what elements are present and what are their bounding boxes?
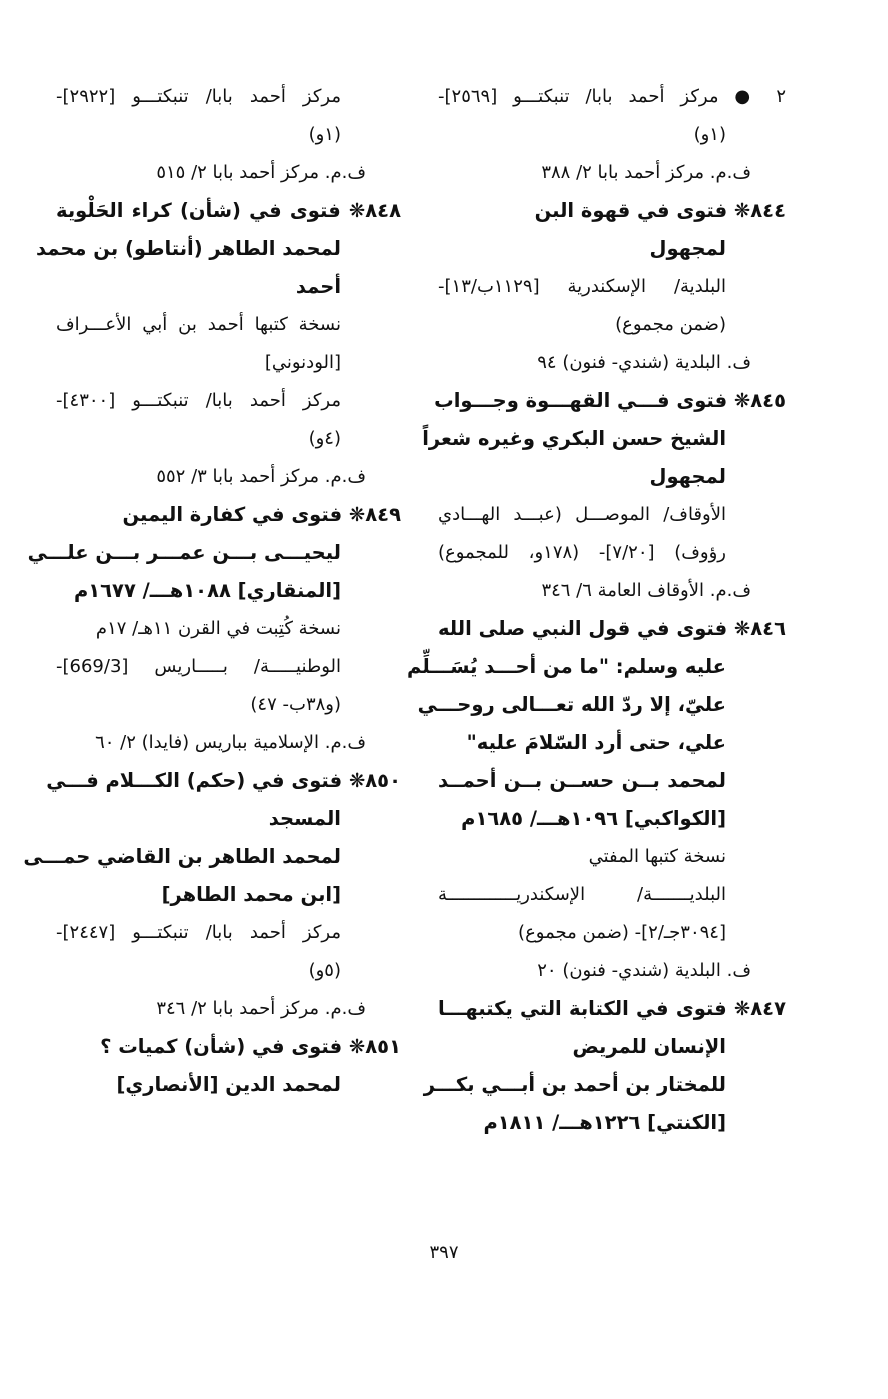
entry-author: لمجهول bbox=[649, 465, 726, 488]
text-line: الأوقاف/ الموصـــل (عبـــد الهـــادي bbox=[438, 504, 726, 525]
text-line: الوطنيـــــة/ بـــــاريس [669/3]- bbox=[56, 656, 341, 677]
entry-heading: ٨٤٤❋ فتوى في قهوة البن bbox=[534, 199, 786, 222]
entry-author: لمحمد بــن حســن بــن أحمــد bbox=[438, 769, 726, 792]
entry-heading-continued: علي، حتى أرد السّلامَ عليه" bbox=[466, 731, 726, 754]
text-line: ف.م. الأوقاف العامة ٦/ ٣٤٦ bbox=[541, 580, 751, 601]
text-line: ف.م. مركز أحمد بابا ٢/ ٥١٥ bbox=[156, 162, 366, 183]
text-line: نسخة كتبها أحمد بن أبي الأعـــراف bbox=[56, 314, 341, 335]
entry-heading-continued: الإنسان للمريض bbox=[572, 1035, 726, 1058]
entry-author-continued: [ابن محمد الطاهر] bbox=[161, 883, 341, 906]
entry-author: لمجهول bbox=[649, 237, 726, 260]
entry-heading-continued: المسجد bbox=[268, 807, 341, 830]
entry-author: لمحمد الطاهر (أنتاطو) بن محمد bbox=[36, 237, 341, 260]
text-line: ٢ ● مركز أحمد بابا/ تنبكتـــو [٢٥٦٩]- bbox=[438, 86, 786, 107]
entry-heading: ٨٥٠❋ فتوى في (حكم) الكـــلام فـــي bbox=[46, 769, 401, 792]
text-line: (١و) bbox=[693, 124, 726, 145]
text-line: (٤و) bbox=[308, 428, 341, 449]
text-line: (١و) bbox=[308, 124, 341, 145]
entry-heading: ٨٤٧❋ فتوى في الكتابة التي يكتبهـــا bbox=[438, 997, 786, 1020]
entry-author: ليحيـــى بـــن عمـــر بـــن علـــي bbox=[27, 541, 341, 564]
text-line: [الودنوني] bbox=[264, 352, 341, 373]
entry-author-continued: [المنقاري] ١٠٨٨هـــ/ ١٦٧٧م bbox=[73, 579, 341, 602]
text-line: البلديـــــــة/ الإسكندريـــــــــــــة bbox=[438, 884, 726, 905]
text-line: ف.م. مركز أحمد بابا ٢/ ٣٨٨ bbox=[541, 162, 751, 183]
entry-author-continued: [الكنتي] ١٢٢٦هـــ/ ١٨١١م bbox=[483, 1111, 726, 1134]
text-line: نسخة كتبها المفتي bbox=[588, 846, 726, 867]
text-line: ف.م. الإسلامية بباريس (فايدا) ٢/ ٦٠ bbox=[95, 732, 366, 753]
entry-heading: ٨٤٥❋ فتوى فـــي القهـــوة وجـــواب bbox=[434, 389, 786, 412]
text-line: مركز أحمد بابا/ تنبكتـــو [٢٩٢٢]- bbox=[56, 86, 341, 107]
entry-heading-continued: الشيخ حسن البكري وغيره شعراً bbox=[422, 427, 726, 450]
entry-heading: ٨٤٦❋ فتوى في قول النبي صلى الله bbox=[437, 617, 786, 640]
text-line: (و٣٨ب- ٤٧) bbox=[250, 694, 341, 715]
text-line: رؤوف) [٧/٢٠]- (١٧٨و، للمجموع) bbox=[438, 542, 726, 563]
text-line: (٥و) bbox=[308, 960, 341, 981]
entry-heading-continued: عليه وسلم: "ما من أحـــد يُسَـــلِّم bbox=[407, 655, 726, 678]
left-column bbox=[23, 78, 401, 1104]
text-line: ف. البلدية (شندي- فنون) ٢٠ bbox=[537, 960, 751, 981]
text-line: نسخة كُتِبت في القرن ١١هـ/ ١٧م bbox=[95, 618, 341, 639]
text-line: مركز أحمد بابا/ تنبكتـــو [٤٣٠٠]- bbox=[56, 390, 341, 411]
page-number: ٣٩٧ bbox=[429, 1242, 459, 1263]
entry-heading: ٨٤٨❋ فتوى في (شأن) كراء الحَلْوية bbox=[56, 199, 401, 222]
text-line: ف.م. مركز أحمد بابا ٣/ ٥٥٢ bbox=[156, 466, 366, 487]
entry-heading-continued: عليّ، إلا ردّ الله تعـــالى روحـــي bbox=[417, 693, 726, 716]
entry-author-continued: [الكواكبي] ١٠٩٦هـــ/ ١٦٨٥م bbox=[461, 807, 726, 830]
right-column bbox=[407, 78, 786, 1142]
entry-heading: ٨٥١❋ فتوى في (شأن) كميات ؟ bbox=[100, 1035, 401, 1058]
text-line: البلدية/ الإسكندرية [١١٢٩ب/١٣]- bbox=[438, 276, 726, 297]
text-line: ف.م. مركز أحمد بابا ٢/ ٣٤٦ bbox=[156, 998, 366, 1019]
text-line: مركز أحمد بابا/ تنبكتـــو [٢٤٤٧]- bbox=[56, 922, 341, 943]
entry-author: لمحمد الطاهر بن القاضي حمـــى bbox=[23, 845, 341, 868]
entry-author-continued: أحمد bbox=[295, 275, 341, 298]
text-line: ف. البلدية (شندي- فنون) ٩٤ bbox=[537, 352, 751, 373]
text-line: [٣٠٩٤جـ/٢]- (ضمن مجموع) bbox=[518, 922, 726, 943]
entry-author: لمحمد الدين [الأنصاري] bbox=[116, 1073, 341, 1096]
entry-heading: ٨٤٩❋ فتوى في كفارة اليمين bbox=[122, 503, 401, 526]
text-line: (ضمن مجموع) bbox=[615, 314, 726, 335]
entry-author: للمختار بن أحمد بن أبـــي بكـــر bbox=[423, 1073, 726, 1096]
